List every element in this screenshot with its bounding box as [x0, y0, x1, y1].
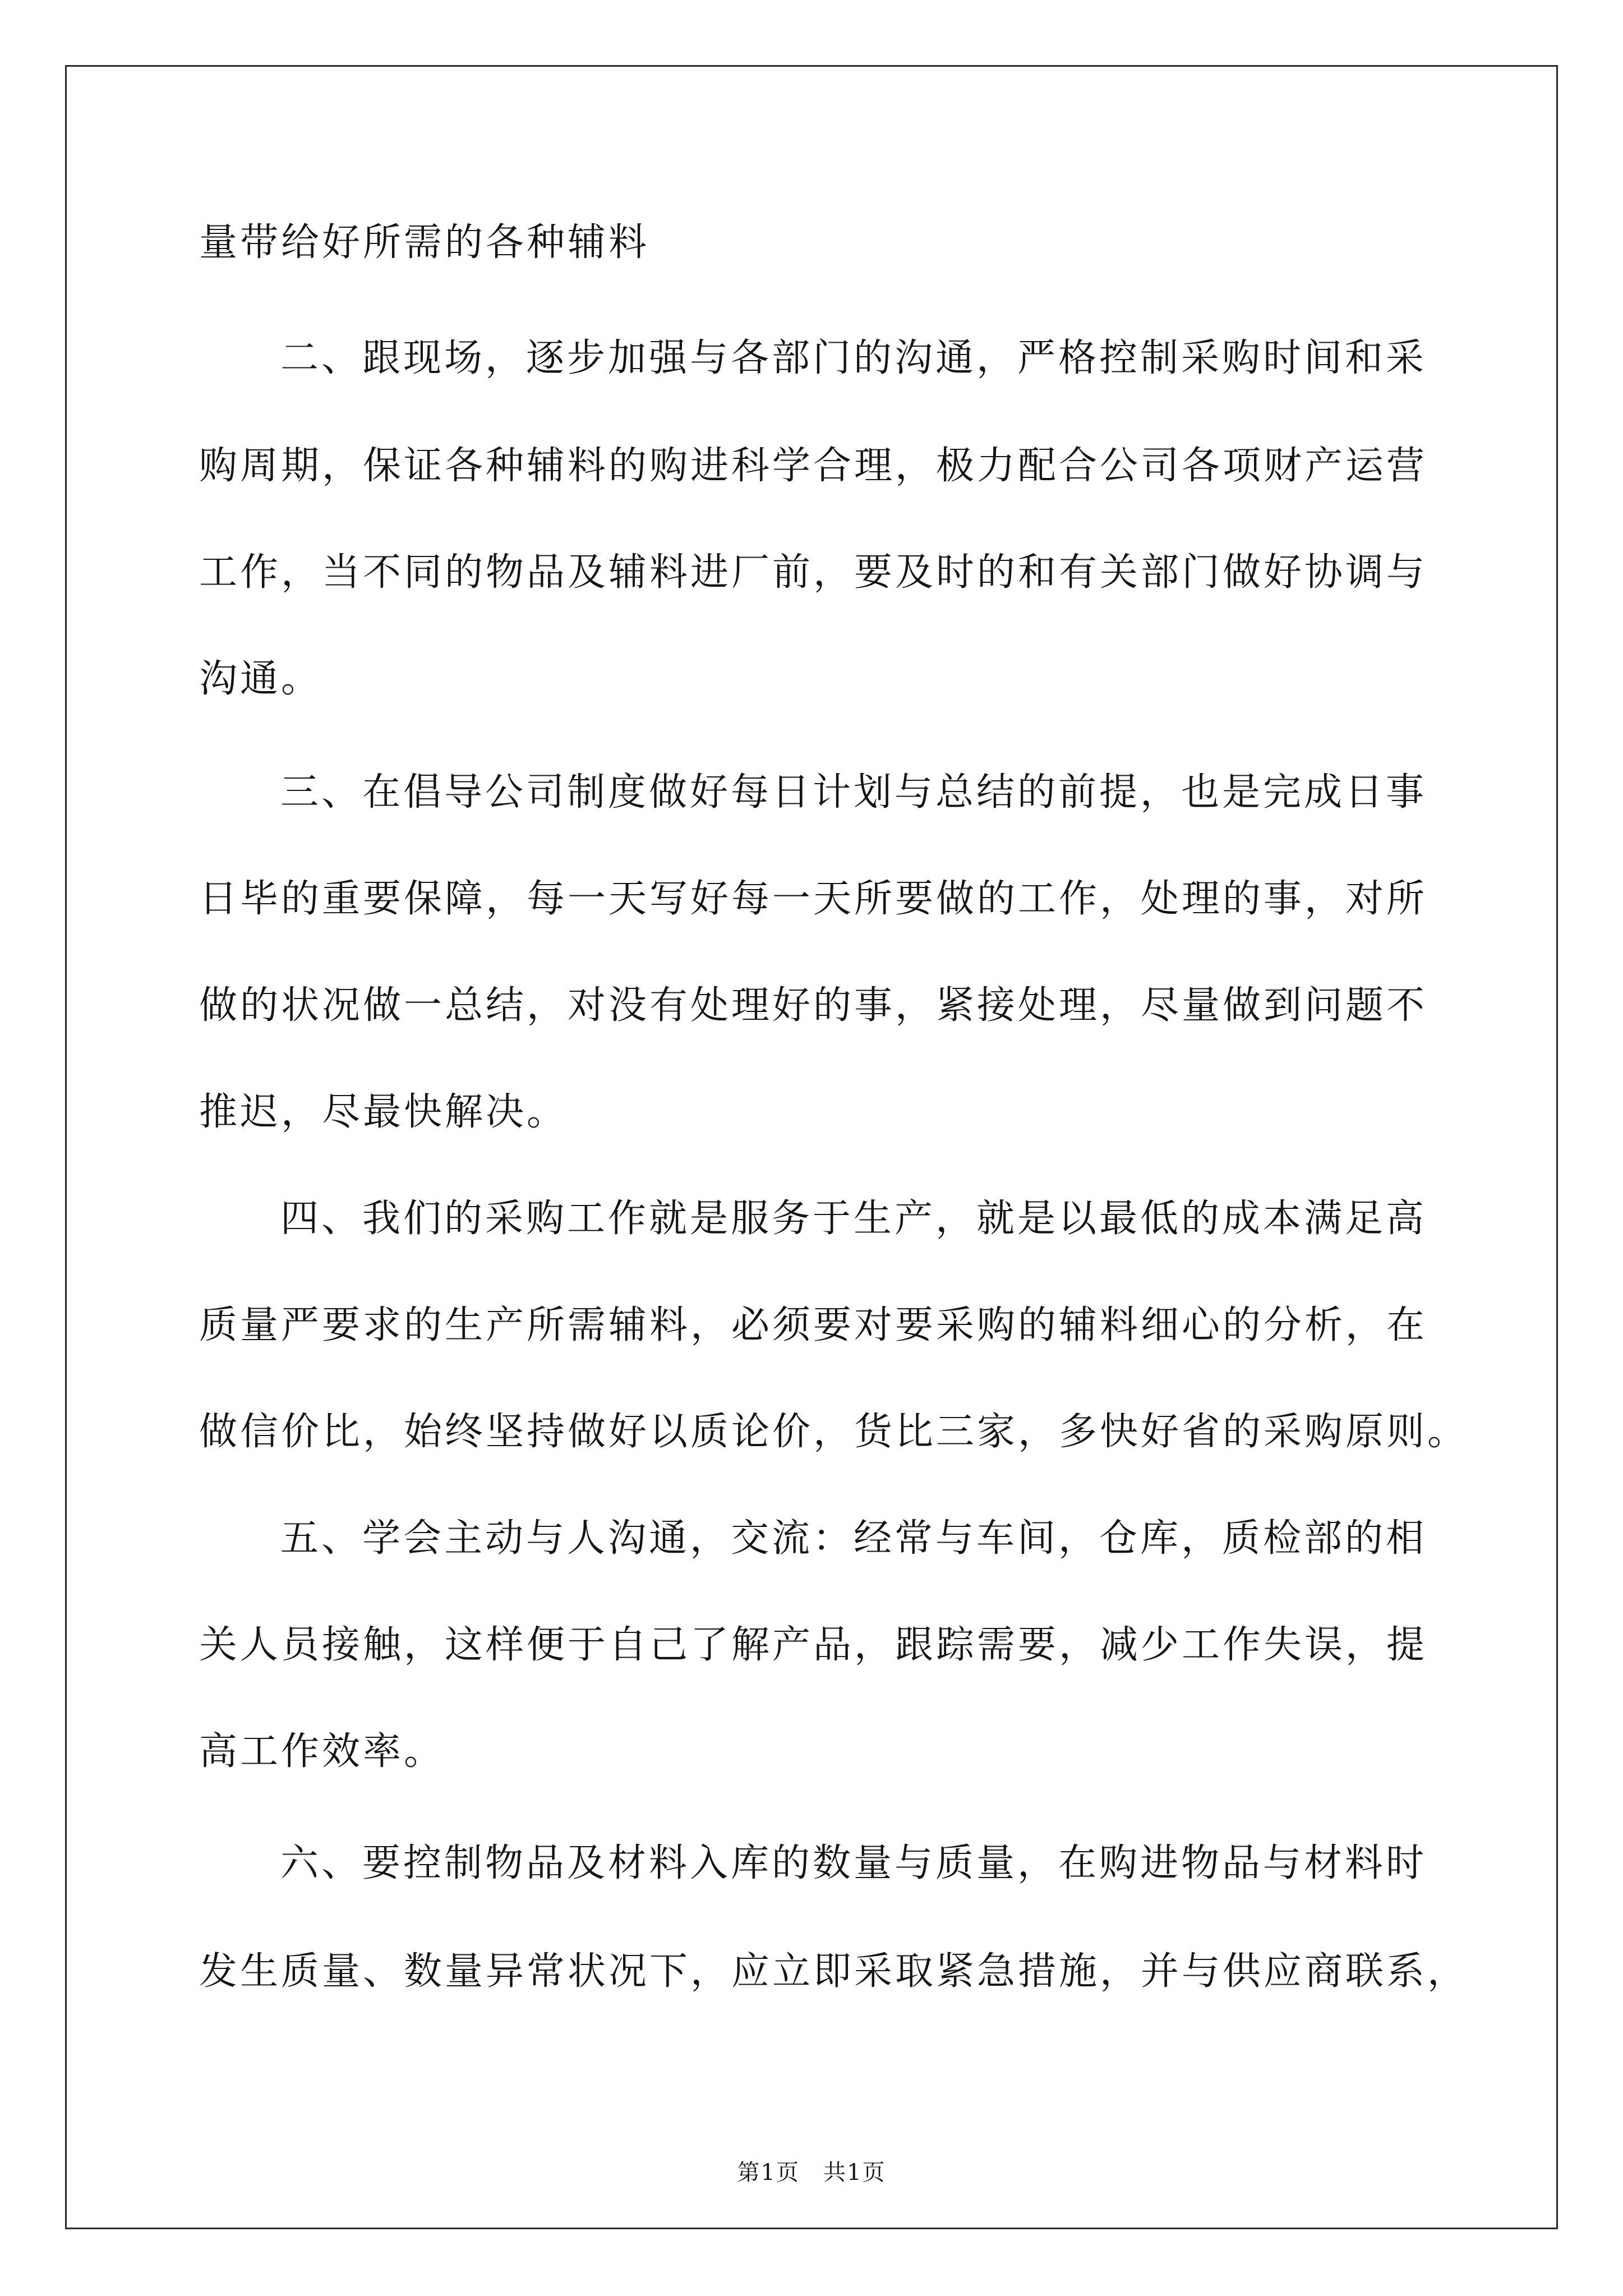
text-line: 量带给好所需的各种辅料 [199, 220, 650, 265]
text-line: 日毕的重要保障，每一天写好每一天所要做的工作，处理的事，对所 [199, 877, 1428, 921]
page-border [65, 65, 1558, 2229]
text-line: 沟通。 [199, 657, 322, 701]
text-line: 高工作效率。 [199, 1729, 445, 1774]
text-line: 六、要控制物品及材料入库的数量与质量，在购进物品与材料时 [280, 1841, 1427, 1885]
text-line: 推迟，尽最快解决。 [199, 1090, 568, 1134]
text-line: 发生质量、数量异常状况下，应立即采取紧急措施，并与供应商联系， [199, 1949, 1469, 1994]
page-footer: 第1页 共1页 [737, 2160, 886, 2185]
text-line: 二、跟现场，逐步加强与各部门的沟通，严格控制采购时间和采 [280, 336, 1427, 380]
text-line: 购周期，保证各种辅料的购进科学合理，极力配合公司各项财产运营 [199, 444, 1428, 488]
text-line: 五、学会主动与人沟通，交流：经常与车间，仓库，质检部的相 [280, 1516, 1427, 1561]
text-line: 质量严要求的生产所需辅料，必须要对要采购的辅料细心的分析，在 [199, 1303, 1428, 1347]
text-line: 四、我们的采购工作就是服务于生产，就是以最低的成本满足高 [280, 1197, 1427, 1241]
text-line: 做信价比，始终坚持做好以质论价，货比三家，多快好省的采购原则。 [199, 1410, 1469, 1454]
text-line: 做的状况做一总结，对没有处理好的事，紧接处理，尽量做到问题不 [199, 983, 1428, 1028]
text-line: 工作，当不同的物品及辅料进厂前，要及时的和有关部门做好协调与 [199, 550, 1428, 595]
text-line: 关人员接触，这样便于自己了解产品，跟踪需要，减少工作失误，提 [199, 1623, 1428, 1667]
text-line: 三、在倡导公司制度做好每日计划与总结的前提，也是完成日事 [280, 770, 1427, 815]
